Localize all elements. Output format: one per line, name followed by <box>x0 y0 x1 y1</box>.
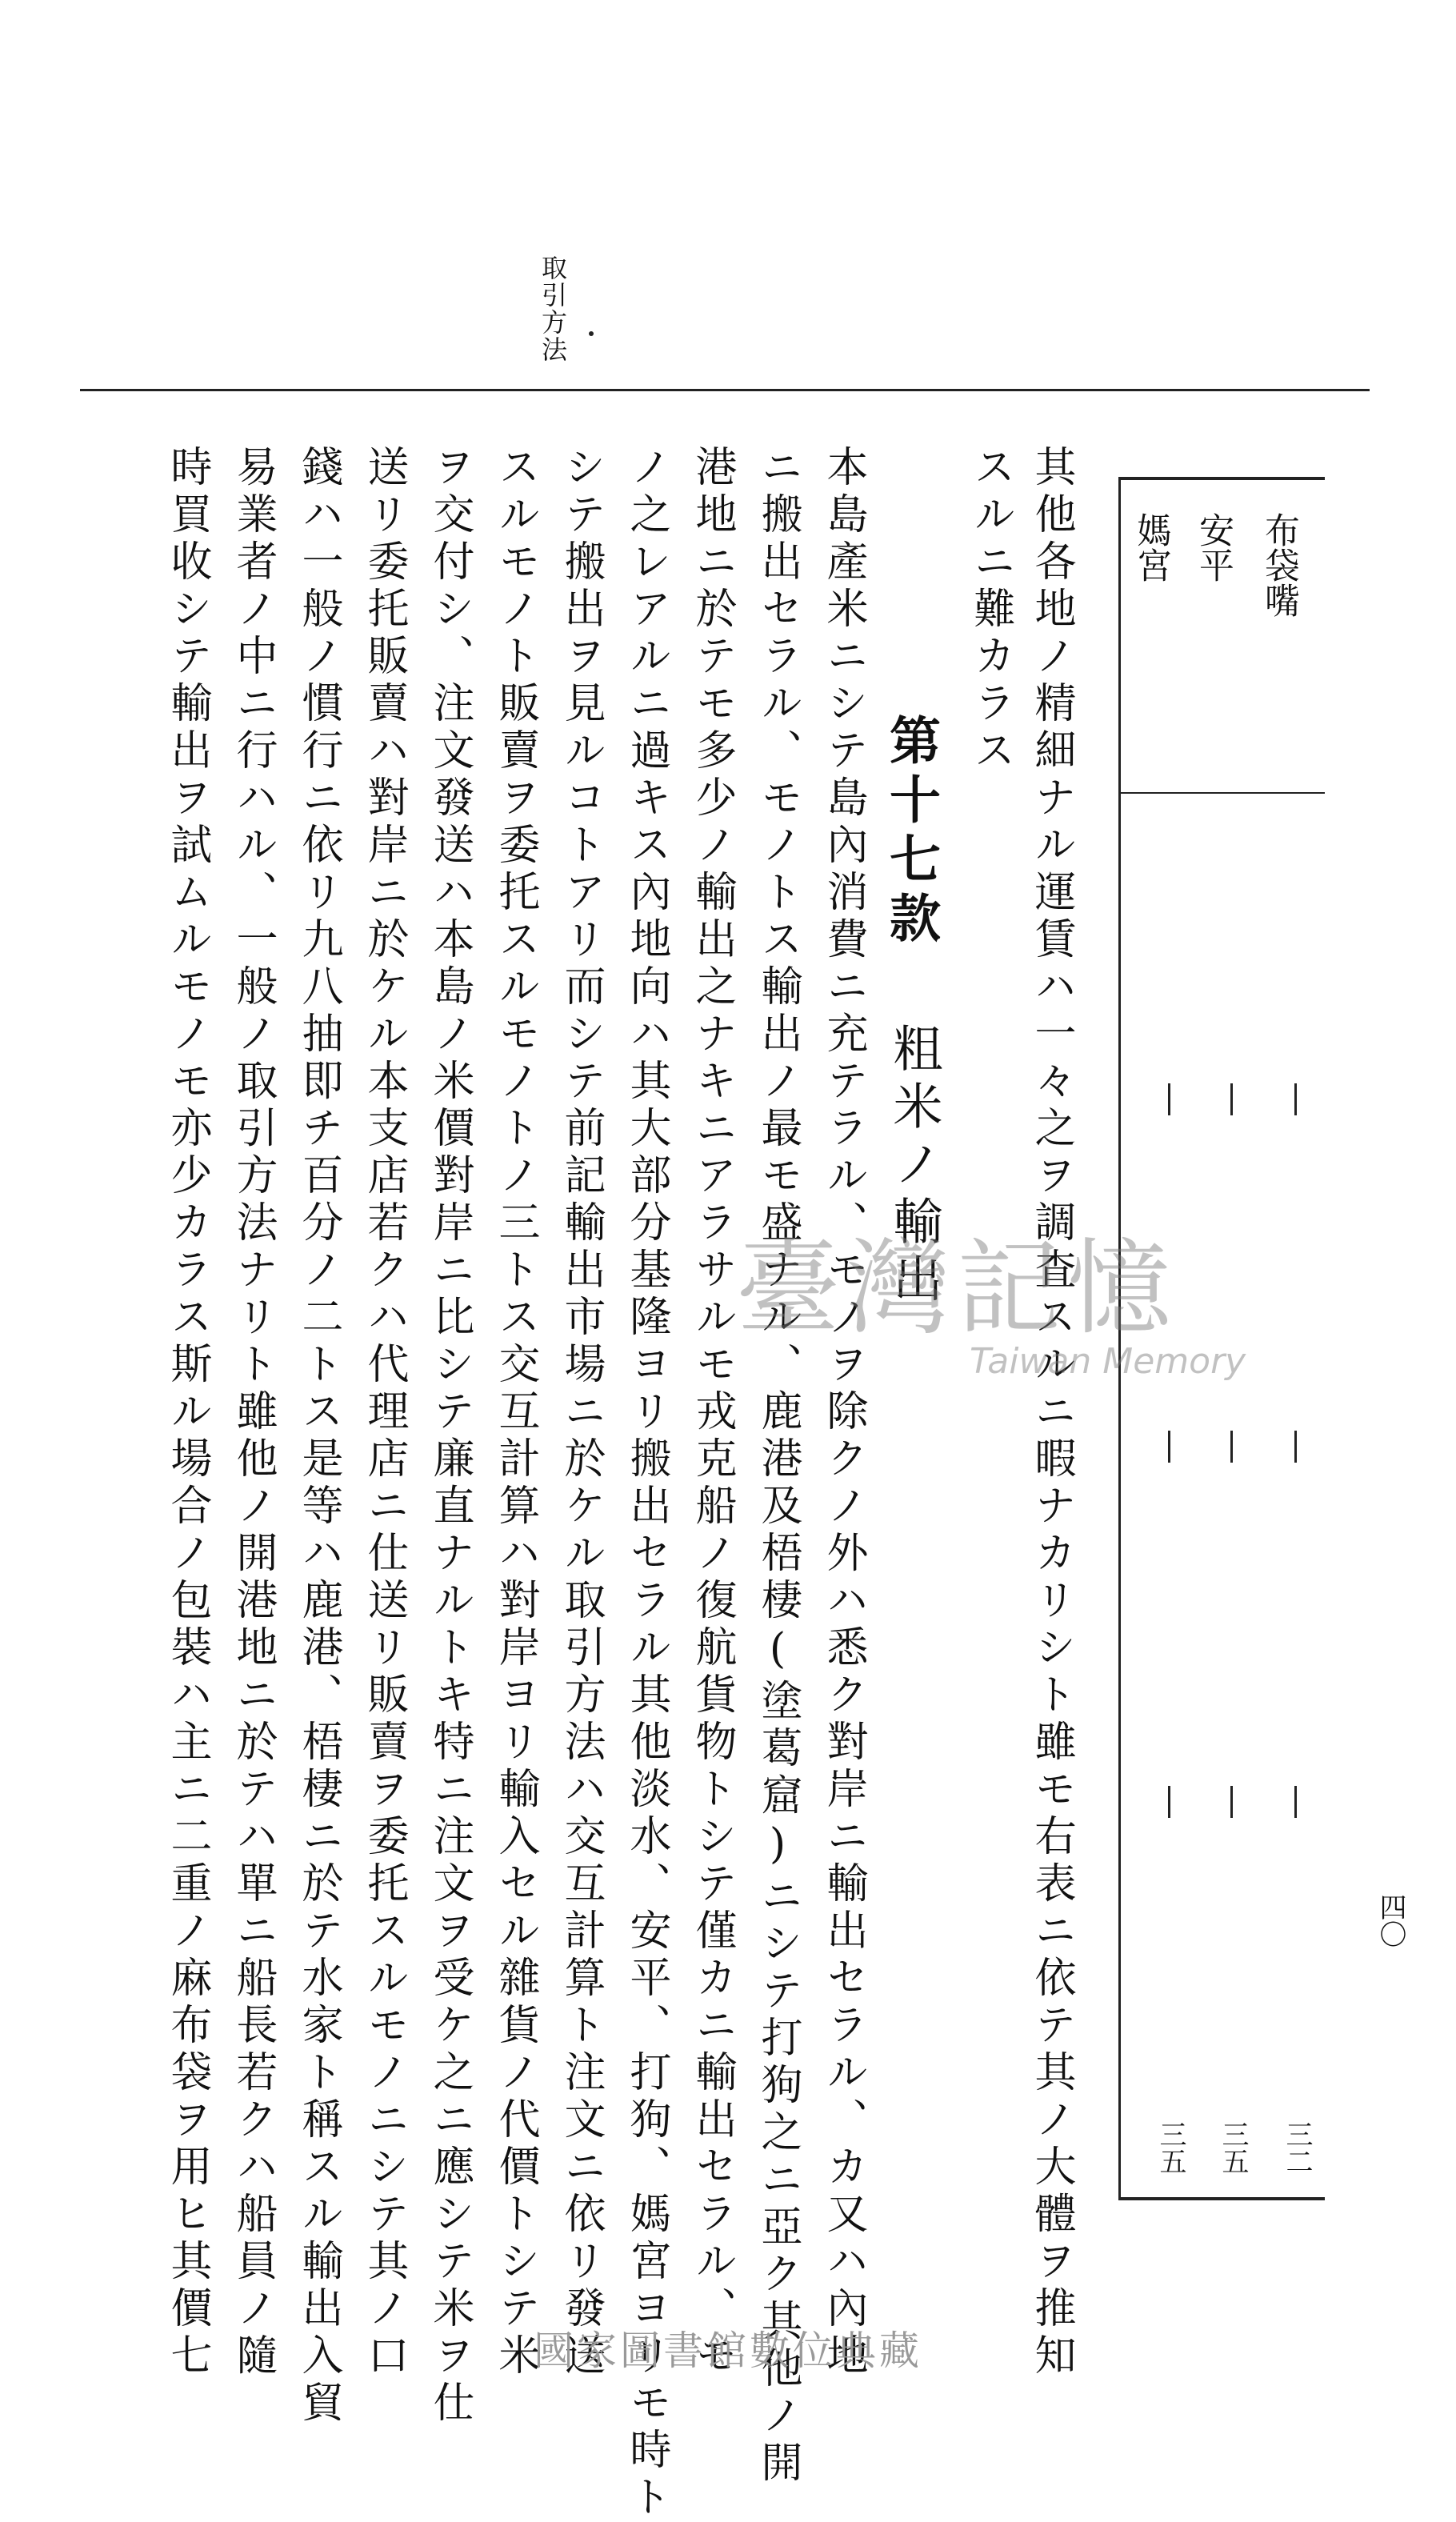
freight-table <box>1118 477 1325 2200</box>
header-dot <box>589 331 594 336</box>
table-place-magong: 媽宮 <box>1130 512 1171 582</box>
table-value-magong: 三五 <box>1154 2120 1186 2175</box>
body-column: 易業者ノ中ニ行ハル、一般ノ取引方法ナリト雖他ノ開港地ニ於テハ單ニ船長若クハ船員ノ隨 <box>229 445 277 2380</box>
body-column: ニ搬出セラル、モノトス輸出ノ最モ盛ナル、鹿港及梧棲(塗葛窟)ニシテ打狗之ニ亞ク其他ノ開 <box>754 445 802 2488</box>
section-number: 第十七款 <box>881 714 941 951</box>
table-dash <box>1168 1431 1170 1463</box>
table-value-budaizui: 三二 <box>1281 2120 1313 2175</box>
table-place-anping: 安平 <box>1193 512 1234 582</box>
body-column: 送リ委托販賣ハ對岸ニ於ケル本支店若クハ代理店ニ仕送リ販賣ヲ委托スルモノニシテ其ノ口 <box>360 445 408 2380</box>
watermark-logo-text: 臺灣記憶 <box>736 1227 1178 1349</box>
table-place-budaizui: 布袋嘴 <box>1258 512 1299 618</box>
table-dash <box>1294 1786 1297 1818</box>
body-column: ノ之レアルニ過キス內地向ハ其大部分基隆ヨリ搬出セラル其他淡水、安平、打狗、媽宮ヨリモ時ト <box>622 445 670 2522</box>
table-dash <box>1168 1083 1170 1115</box>
page-number: 四〇 <box>1374 1893 1406 1948</box>
body-column: 港地ニ於テモ多少ノ輸出之ナキニアラサルモ戎克船ノ復航貨物トシテ僅カニ輸出セラル、モ <box>688 445 736 2380</box>
table-value-anping: 三五 <box>1217 2120 1249 2175</box>
table-dash <box>1230 1786 1233 1818</box>
body-column: 時買收シテ輸出ヲ試ムルモノモ亦少カラス斯ル場合ノ包裝ハ主ニ二重ノ麻布袋ヲ用ヒ其價七 <box>163 445 211 2380</box>
body-column: 其他各地ノ精細ナル運賃ハ一々之ヲ調査スルニ暇ナカリシト雖モ右表ニ依テ其ノ大體ヲ推知 <box>1027 445 1075 2380</box>
table-dash <box>1294 1431 1297 1463</box>
body-column: スルニ難カラス <box>966 445 1014 775</box>
table-top-border <box>1118 477 1325 480</box>
table-dash <box>1230 1431 1233 1463</box>
table-dash <box>1294 1083 1297 1115</box>
table-dash <box>1168 1786 1170 1818</box>
body-column: スルモノト販賣ヲ委托スルモノトノ三トス交互計算ハ對岸ヨリ輸入セル雜貨ノ代價トシテ米 <box>491 445 539 2380</box>
table-header-divider <box>1118 792 1325 794</box>
table-bottom-border <box>1118 2197 1325 2200</box>
header-rule <box>80 389 1370 391</box>
table-left-border <box>1118 477 1121 2200</box>
body-column: 錢ハ一般ノ慣行ニ依リ九八抽即チ百分ノ二トス是等ハ鹿港、梧棲ニ於テ水家ト稱スル輸出入貿 <box>294 445 342 2428</box>
watermark-latin-text: Taiwan Memory <box>970 1341 1246 1382</box>
table-dash <box>1230 1083 1233 1115</box>
running-header: 取引方法 <box>538 254 568 363</box>
body-column: 本島產米ニシテ島內消費ニ充テラル、モノヲ除クノ外ハ悉ク對岸ニ輸出セラル、カ又ハ內地 <box>819 445 867 2380</box>
body-column: シテ搬出ヲ見ルコトアリ而シテ前記輸出市場ニ於ケル取引方法ハ交互計算ト注文ニ依リ發送 <box>557 445 605 2380</box>
body-column: ヲ交付シ、注文發送ハ本島ノ米價對岸ニ比シテ廉直ナルトキ特ニ注文ヲ受ケ之ニ應シテ米ヲ仕 <box>426 445 474 2428</box>
section-title: 粗米ノ輸出 <box>885 1023 943 1311</box>
footer-credit: 國家圖書館數位典藏 <box>534 2328 922 2374</box>
